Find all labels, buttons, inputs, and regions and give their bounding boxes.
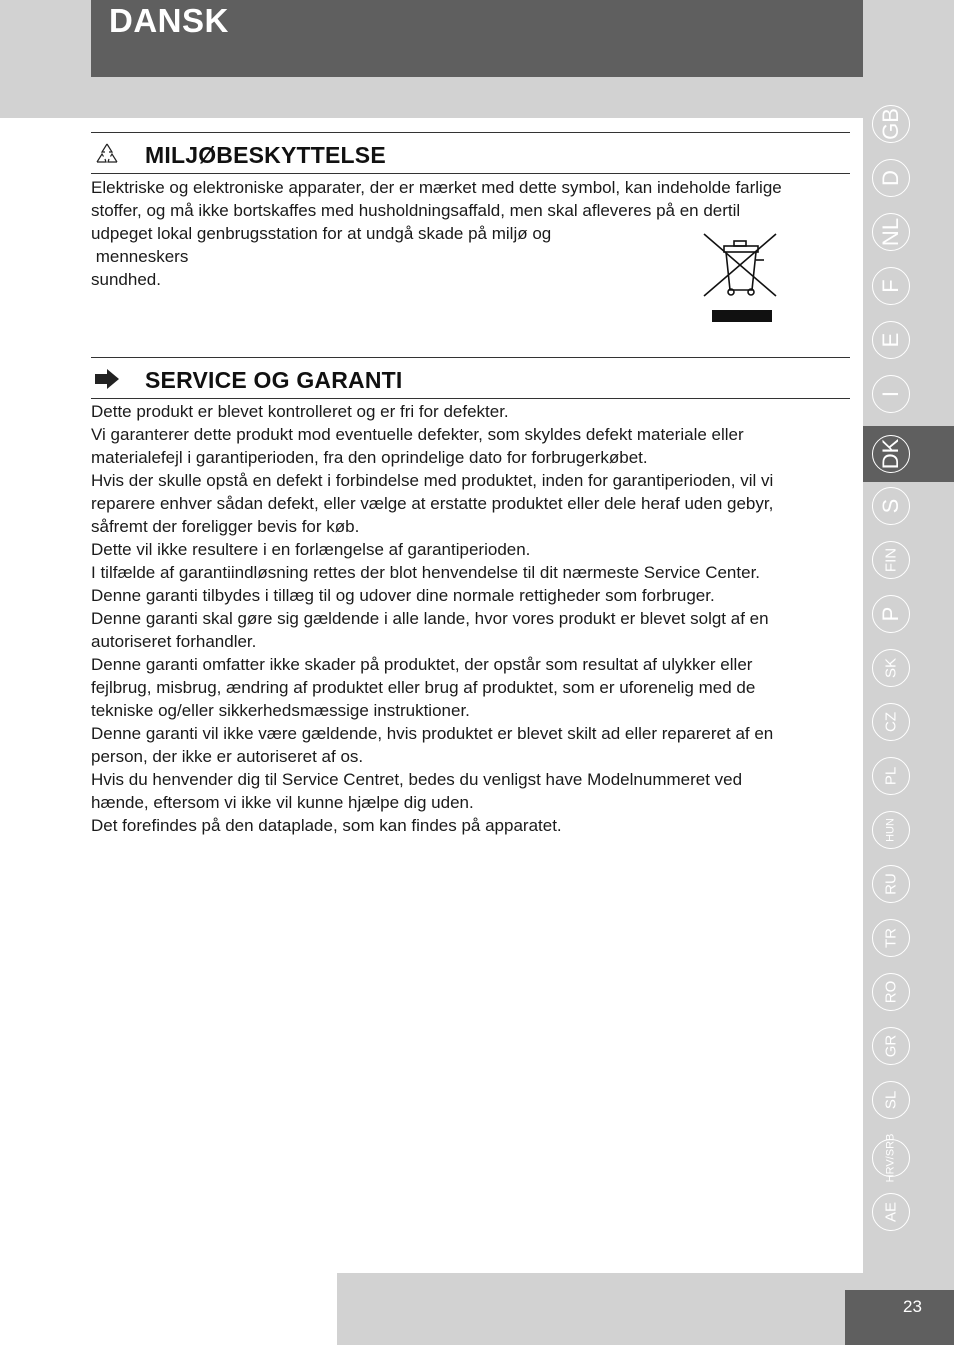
language-tab-sk[interactable]: SK [872,649,910,687]
language-tab-e[interactable]: E [872,321,910,359]
text-line: I tilfælde af garantiindløsning rettes der blot henvendelse til dit nærmeste Service Center. [91,563,761,582]
environment-text [91,176,782,291]
language-tab-sl[interactable]: SL [872,1081,910,1119]
language-tab-ae[interactable]: AE [872,1193,910,1231]
text-line: Vi garanterer dette produkt mod eventuelle defekter, som skyldes defekt materiale eller [91,425,744,444]
text-line: Hvis du henvender dig til Service Centret, bedes du venligst have Modelnummeret ved [91,770,743,789]
recycle-icon [93,142,121,166]
service-text [91,400,773,837]
language-tab-d[interactable]: D [872,159,910,197]
text-line: hænde, eftersom vi ikke vil kunne hjælpe dig uden. [91,793,474,812]
language-tab-dk[interactable]: DK [872,435,910,473]
language-tab-hun[interactable]: HUN [872,811,910,849]
arrow-right-icon [93,367,121,391]
text-line: Elektriske og elektroniske apparater, der er mærket med dette symbol, kan indeholde farlige [91,178,782,197]
page-title: DANSK [109,2,229,39]
section-heading-service [91,357,850,399]
text-line: Denne garanti vil ikke være gældende, hvis produktet er blevet skilt ad eller repareret af en [91,724,774,743]
bottom-white-strip [0,1273,337,1345]
section-title: MILJØBESKYTTELSE [145,142,386,168]
text-line: person, der ikke er autoriseret af os. [91,747,364,766]
text-line: stoffer, og må ikke bortskaffes med husholdningsaffald, men skal afleveres på en dertil [91,201,741,220]
text-line: Dette vil ikke resultere i en forlængelse af garantiperioden. [91,540,531,559]
language-tab-ru[interactable]: RU [872,865,910,903]
text-line: reparere enhver sådan defekt, eller vælge at erstatte produktet eller dele heraf uden gebyr, [91,494,774,513]
text-line: Denne garanti omfatter ikke skader på produktet, der opstår som resultat af ulykker eller [91,655,753,674]
language-tab-nl[interactable]: NL [872,213,910,251]
text-line: udpeget lokal genbrugsstation for at undgå skade på miljø og [91,224,552,243]
language-tab-cz[interactable]: CZ [872,703,910,741]
text-line: sundhed. [91,270,161,289]
page-number-box [845,1290,954,1345]
language-tab-gr[interactable]: GR [872,1027,910,1065]
text-line: Denne garanti skal gøre sig gældende i alle lande, hvor vores produkt er blevet solgt af en [91,609,769,628]
text-line: menneskers [91,247,189,266]
text-line: Hvis der skulle opstå en defekt i forbindelse med produktet, inden for garantiperioden, vil vi [91,471,774,490]
text-line: autoriseret forhandler. [91,632,257,651]
header-bar [91,0,863,77]
text-line: tekniske og/eller sikkerhedsmæssige instruktioner. [91,701,470,720]
language-tab-f[interactable]: F [872,267,910,305]
text-line: materialefejl i garantiperioden, fra den oprindelige dato for forbrugerkøbet. [91,448,648,467]
text-line: såfremt der foreligger bevis for køb. [91,517,360,536]
language-tab-pl[interactable]: PL [872,757,910,795]
language-tab-ro[interactable]: RO [872,973,910,1011]
language-tab-s[interactable]: S [872,487,910,525]
text-line: fejlbrug, misbrug, ændring af produktet eller brug af produktet, som er uforenelig med de [91,678,756,697]
weee-bin-icon [700,230,780,326]
language-tab-gb[interactable]: GB [872,105,910,143]
text-line: Det forefindes på den dataplade, som kan findes på apparatet. [91,816,562,835]
page-number: 23 [903,1297,922,1316]
section-heading-environment [91,132,850,174]
language-tab-fin[interactable]: FIN [872,541,910,579]
text-line: Denne garanti tilbydes i tillæg til og udover dine normale rettigheder som forbruger. [91,586,715,605]
language-tab-tr[interactable]: TR [872,919,910,957]
section-title: SERVICE OG GARANTI [145,367,403,393]
text-line: Dette produkt er blevet kontrolleret og er fri for defekter. [91,402,509,421]
language-tab-p[interactable]: P [872,595,910,633]
language-tab-hrv-srb[interactable]: HRV/SRB [872,1139,910,1177]
language-tab-i[interactable]: I [872,375,910,413]
